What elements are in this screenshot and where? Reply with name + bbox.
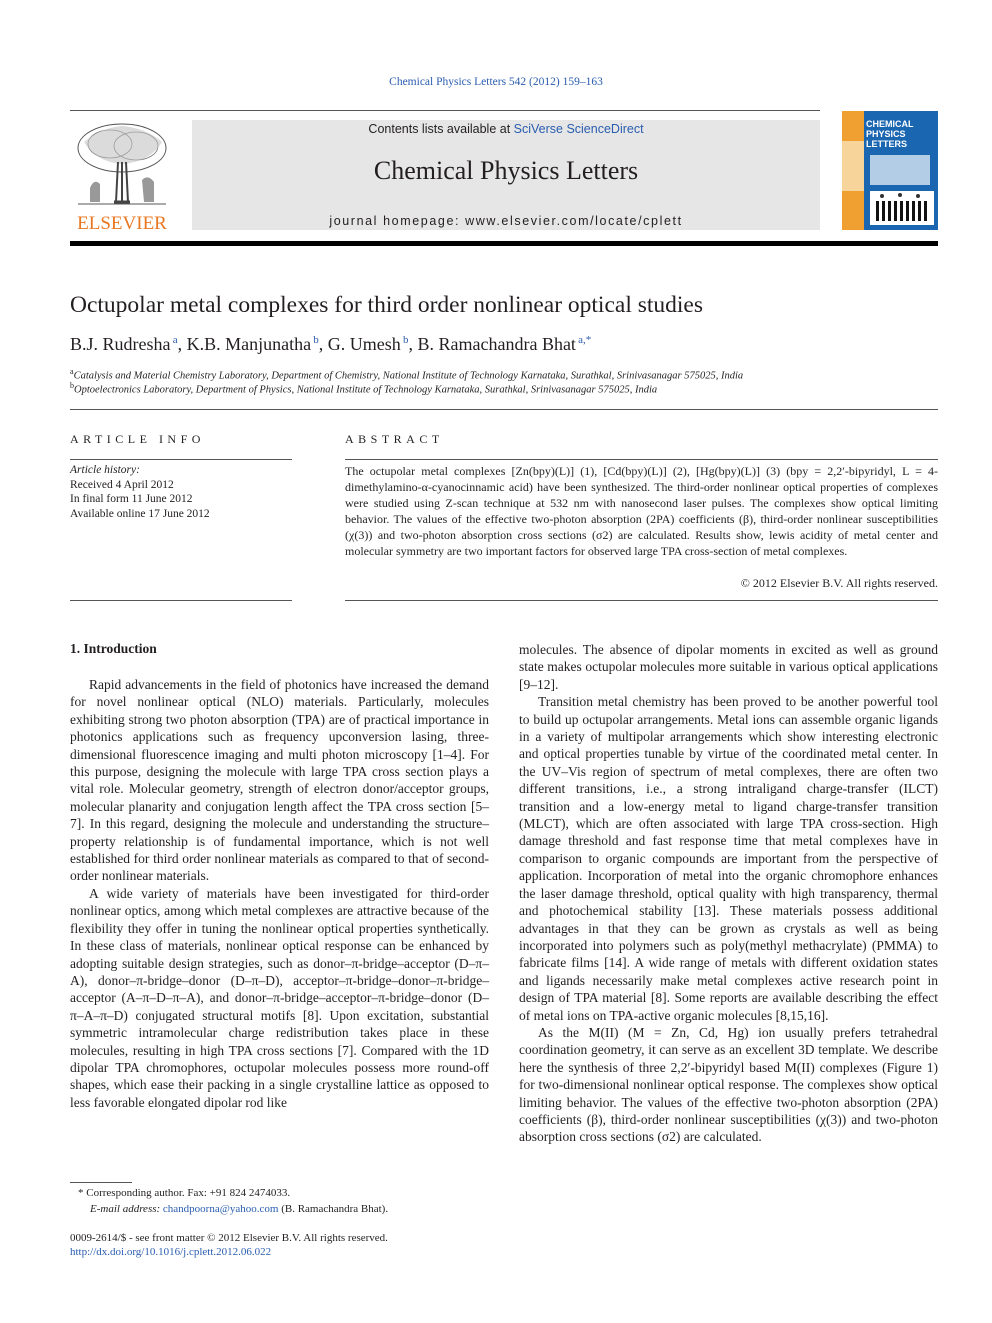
- article-history: [70, 463, 292, 521]
- elsevier-logo[interactable]: [70, 118, 174, 234]
- journal-cover-image[interactable]: [842, 111, 938, 230]
- introduction-heading: 1. Introduction: [70, 641, 157, 656]
- header-rule: [70, 110, 820, 111]
- affiliation-rule: [70, 409, 938, 410]
- paragraph: Transition metal chemistry has been proved to be another powerful tool to build up octupolar arrangements. Metal ions can assemble organic ligands in a variety of multipolar arrangements which show interesting electronic and optical properties tunable by virtue of the coordinated metal center. In the UV–Vis region of spectrum of metal complexes, there are often two different transitions, i.e., a strong intraligand charge-transfer (ILCT) transition and a low-energy metal to ligand charge-transfer transition (MLCT), which are often associated with large TPA cross-section. High damage threshold and fast response time that metal complexes have in comparison to organic compounds are important from the perspective of application. Incorporation of metal into the organic chromophore enhances the laser damage threshold, optical quality with high transparency, thermal and photochemical stability [13]. These materials possess additional advantages in that they can be grown as crystals as well as being incorporated into polymers such as poly(methyl methacrylate) (PMMA) to fabricate films [14]. A wide range of metals with different oxidation states and ligands necessarily make metal complexes active research point in design of TPA material [8]. Some reports are available describing the effect of metal ions on TPA-active organic molecules [8,15,16].: [519, 694, 938, 1023]
- article-info-heading: ARTICLE INFO: [70, 432, 205, 446]
- paragraph: molecules. The absence of dipolar moments in excited as well as ground state makes octupolar molecules more suitable in various optical applications [9–12].: [519, 642, 938, 692]
- issn-line: 0009-2614/$ - see front matter © 2012 Elsevier B.V. All rights reserved.: [70, 1232, 388, 1244]
- author-affil-sup[interactable]: b: [402, 334, 409, 346]
- journal-citation[interactable]: Chemical Physics Letters 542 (2012) 159–163: [389, 76, 603, 88]
- author-name[interactable]: B.J. Rudresha: [70, 334, 171, 354]
- body-left-column: [70, 676, 489, 1111]
- author-affil-sup[interactable]: a,*: [578, 334, 592, 346]
- footnote: [70, 1186, 388, 1217]
- author-affil-sup[interactable]: b: [313, 334, 319, 346]
- author-name[interactable]: K.B. Manjunatha: [186, 334, 312, 354]
- journal-banner: [192, 120, 820, 230]
- paragraph: A wide variety of materials have been investigated for third-order nonlinear optics, among which metal complexes are attractive because of the flexibility they offer in tuning the nonlinear optical properties synthetically. In these class of materials, nonlinear optical response can be enhanced by adopting suitable design strategies, such as donor–π-bridge–acceptor (D–π–A), donor–π-bridge–donor (D–π–D), acceptor–π-bridge–donor–π-bridge–acceptor (A–π–D–π–A), and donor–π-bridge–acceptor–π-bridge–donor (D–π–A–π–D) conjugated structural motifs [8]. Upon excitation, substantial symmetric intramolecular charge redistribution takes place in these molecules, resulting in high TPA cross sections [7]. Compared with the 1D dipolar TPA chromophores, octupolar molecules possess more round-off shapes, which ease their packing in a single crystalline lattice as opposed to less favorable elongated dipolar rod like: [70, 885, 489, 1110]
- elsevier-wordmark: ELSEVIER: [77, 213, 167, 234]
- page-bottom-info: [70, 1231, 388, 1259]
- abstract-rule: [345, 459, 938, 460]
- email-line: [70, 1202, 388, 1218]
- sciencedirect-link[interactable]: SciVerse ScienceDirect: [513, 122, 644, 136]
- cover-figure-icon: [870, 191, 934, 225]
- doi-link[interactable]: http://dx.doi.org/10.1016/j.cplett.2012.06.022: [70, 1246, 272, 1258]
- paragraph: Rapid advancements in the field of photonics have increased the demand for novel nonlinear optical (NLO) materials. Particularly, molecules exhibiting strong two photon absorption (TPA) are of practical importance in photonics applications such as frequency upconversion lasing, three-dimensional fluorescence imaging and multi photon microscopy [1–4]. For this purpose, designing the molecule with large TPA cross section plays a vital role. Molecular geometry, strength of electron donor/acceptor groups, molecular planarity and conjugation length affect the TPA cross section [5–7]. In this regard, designing the molecule and understanding the structure–property relationship is of fundamental importance, which is not well established for third order nonlinear materials as compared to that of second-order nonlinear materials.: [70, 677, 489, 884]
- header-thick-rule: [70, 241, 938, 246]
- corresponding-author: * Corresponding author. Fax: +91 824 2474033.: [78, 1187, 291, 1199]
- article-info-bottom-rule: [70, 600, 292, 601]
- article-title: Octupolar metal complexes for third order nonlinear optical studies: [70, 292, 703, 318]
- cover-text-block: [870, 155, 930, 185]
- cover-title: CHEMICAL PHYSICS LETTERS: [866, 119, 914, 149]
- author-affil-sup[interactable]: a: [172, 334, 178, 346]
- journal-homepage[interactable]: journal homepage: www.elsevier.com/locate/cplett: [329, 214, 683, 228]
- email-label: E-mail address:: [90, 1202, 163, 1215]
- article-info-rule: [70, 459, 292, 460]
- online-date: Available online 17 June 2012: [70, 507, 210, 520]
- elsevier-tree-icon: [70, 118, 174, 234]
- email-suffix: (B. Ramachandra Bhat).: [278, 1202, 389, 1215]
- contents-prefix: Contents lists available at: [368, 122, 514, 136]
- paragraph: As the M(II) (M = Zn, Cd, Hg) ion usually prefers tetrahedral coordination geometry, it can serve as an excellent 3D template. We describe here the synthesis of three 2,2′-bipyridyl based M(II) complexes (Figure 1) for two-dimensional nonlinear optical response. The complexes show optical limiting behavior. The values of the effective two-photon absorption (2PA) coefficients (β), third-order nonlinear susceptibilities (χ(3)) and two-photon absorption cross sections (σ2) are calculated.: [519, 1024, 938, 1145]
- received-date: Received 4 April 2012: [70, 478, 174, 491]
- final-form-date: In final form 11 June 2012: [70, 493, 193, 505]
- journal-name: Chemical Physics Letters: [373, 156, 639, 185]
- author-list: B.J. Rudresha $^a$, K.B. Manjunatha $^b$, G. Umesh $^b$, B. Ramachandra Bhat $^{a,*}$: [70, 334, 592, 354]
- email-link[interactable]: chandpoorna@yahoo.com: [162, 1202, 279, 1215]
- abstract-heading: ABSTRACT: [345, 432, 444, 446]
- abstract-text: The octupolar metal complexes [Zn(bpy)(L)] (1), [Cd(bpy)(L)] (2), [Hg(bpy)(L)] (3) (bpy = 2,2′-bipyridyl, L = 4-dimethylamino-α-cyanocinnamic acid) have been synthesized. The third-order nonlinear optical properties of complexes were studied using Z-scan technique at 532 nm with nanosecond laser pulses. The complexes show optical limiting behavior. The values of the effective two-photon absorption (2PA) coefficients (β), third-order nonlinear susceptibilities (χ(3)) and two-photon absorption cross sections (σ2) are calculated. Results show, lewis acidity of metal center and molecular symmetry are two important factors for observed large TPA cross-section of metal complexes.: [345, 464, 938, 558]
- body-right-column: [519, 641, 938, 1146]
- cover-light-strip: [842, 141, 864, 191]
- history-label: Article history:: [70, 464, 140, 476]
- affiliation-a: $^a$Catalysis and Material Chemistry Laboratory, Department of Chemistry, National Institute of Technology Karnataka, Surathkal, Srinivasanagar 575025, India: [70, 367, 744, 382]
- footnote-rule: [70, 1182, 132, 1183]
- affiliation-b: $^b$Optoelectronics Laboratory, Department of Physics, National Institute of Technology Karnataka, Surathkal, Srinivasanagar 575025, India: [70, 381, 658, 396]
- author-name[interactable]: G. Umesh: [327, 334, 401, 354]
- cover-figure: [870, 191, 934, 225]
- author-name[interactable]: B. Ramachandra Bhat: [417, 334, 576, 354]
- abstract-copyright: © 2012 Elsevier B.V. All rights reserved.: [740, 576, 938, 590]
- abstract-bottom-rule: [345, 600, 938, 601]
- contents-line: [192, 122, 820, 136]
